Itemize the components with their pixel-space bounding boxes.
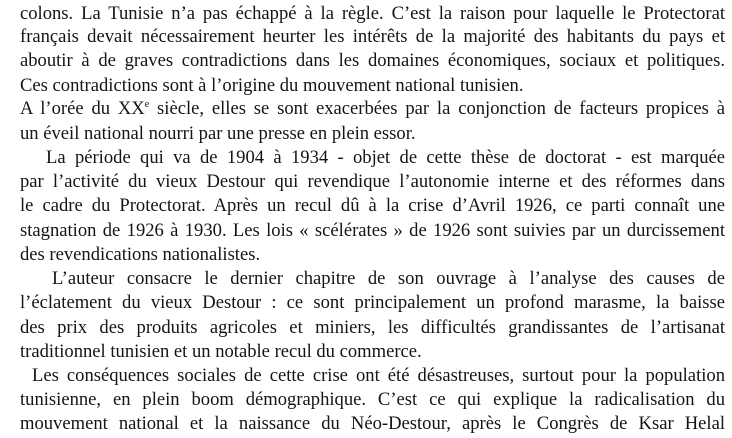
text-line-1: colons. La Tunisie n’a pas échappé à la règle. C’est la raison pour laquelle le Protectorat	[20, 3, 725, 24]
text-line-18: mouvement national et la naissance du Néo-Destour, après le Congrès de Ksar Helal	[20, 413, 725, 434]
document-page	[20, 0, 725, 438]
text-line-3: aboutir à de graves contradictions dans les domaines économiques, sociaux et politiques.	[20, 50, 725, 71]
text-line-7: La période qui va de 1904 à 1934 - objet de cette thèse de doctorat - est marquée	[46, 147, 725, 168]
text-line-9: le cadre du Protectorat. Après un recul dû à la crise d’Avril 1926, ce parti connaît une	[20, 195, 725, 216]
text-line-10: stagnation de 1926 à 1930. Les lois « scélérates » de 1926 sont suivies par un durcissement	[20, 220, 725, 241]
text-line-4: Ces contradictions sont à l’origine du mouvement national tunisien.	[20, 75, 524, 96]
text-line-14: des prix des produits agricoles et miniers, les difficultés grandissantes de l’artisanat	[20, 317, 725, 338]
text-line-15: traditionnel tunisien et un notable recul du commerce.	[20, 341, 422, 362]
text-line-8: par l’activité du vieux Destour qui revendique l’autonomie interne et des réformes dans	[20, 171, 725, 192]
text-line-6: un éveil national nourri par une presse en plein essor.	[20, 123, 416, 144]
century-superscript: e	[144, 99, 150, 110]
text-line-2: français devait nécessairement heurter les intérêts de la majorité des habitants du pays et	[20, 26, 725, 47]
text-line-17: tunisienne, en plein boom démographique. C’est ce qui explique la radicalisation du	[20, 389, 725, 410]
text-line-5-end: siècle, elles se sont exacerbées par la conjonction de facteurs propices à	[149, 98, 725, 119]
text-line-12: L’auteur consacre le dernier chapitre de son ouvrage à l’analyse des causes de	[52, 268, 725, 289]
text-line-5-start: A l’orée du XX	[20, 98, 145, 119]
text-line-13: l’éclatement du vieux Destour : ce sont principalement un profond marasme, la baisse	[20, 292, 725, 313]
text-line-16: Les conséquences sociales de cette crise ont été désastreuses, surtout pour la population	[32, 365, 725, 386]
text-line-5	[20, 97, 725, 121]
text-line-11: des revendications nationalistes.	[20, 244, 261, 265]
